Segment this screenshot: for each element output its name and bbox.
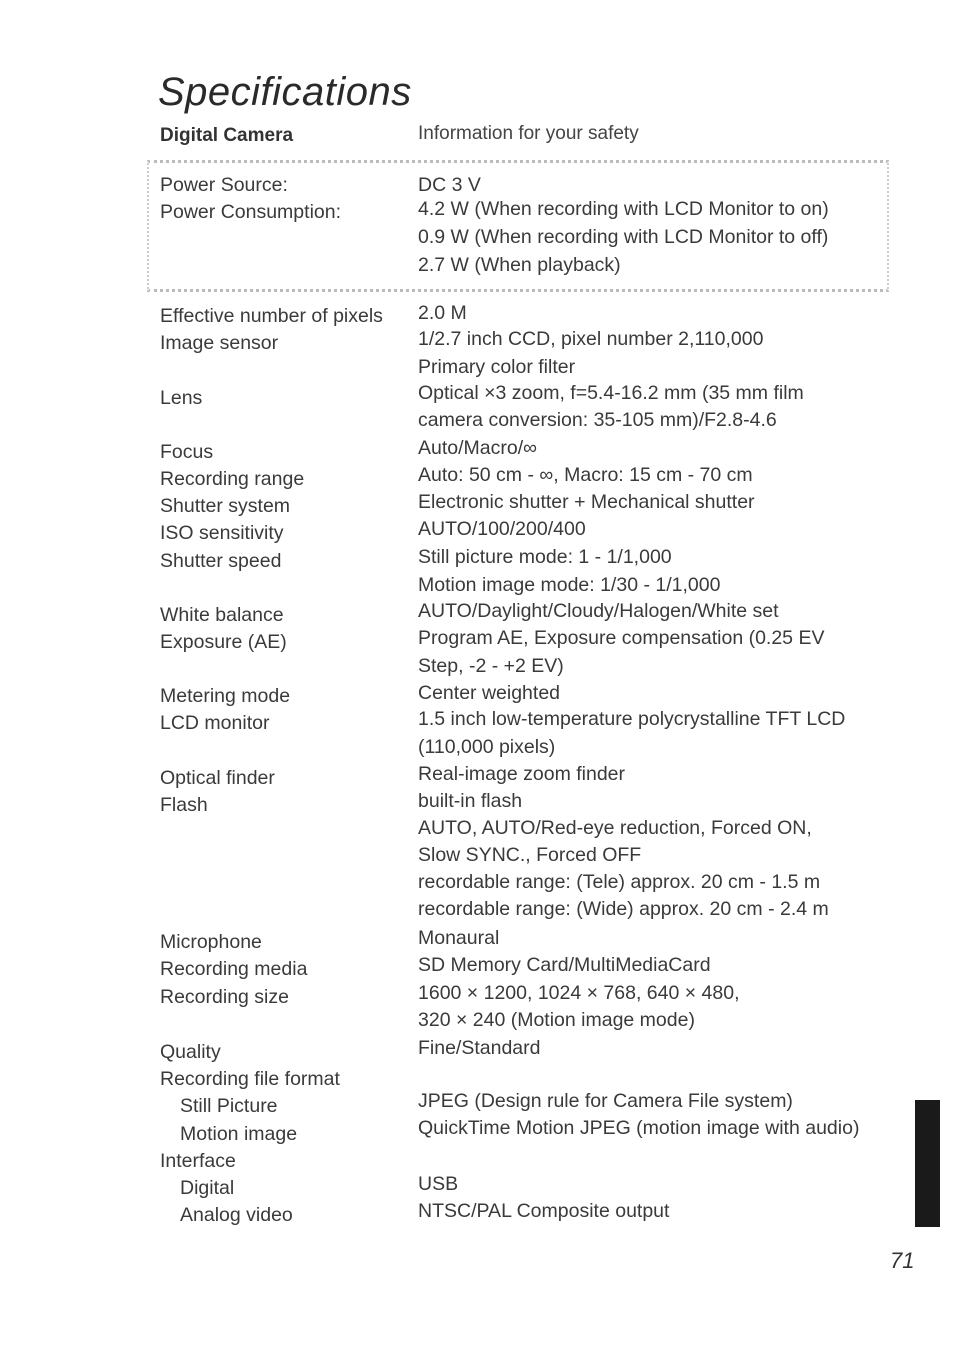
still-picture-value: JPEG (Design rule for Camera File system): [418, 1090, 793, 1112]
microphone-label: Microphone: [160, 931, 262, 953]
lens-value: Optical ×3 zoom, f=5.4-16.2 mm (35 mm film: [418, 382, 804, 404]
optical-finder-value: Real-image zoom finder: [418, 763, 626, 785]
power-consumption-value: 0.9 W (When recording with LCD Monitor to off): [418, 226, 829, 248]
white-balance-label: White balance: [160, 604, 284, 626]
motion-image-value: QuickTime Motion JPEG (motion image with audio): [418, 1117, 860, 1139]
power-consumption-label: Power Consumption:: [160, 201, 342, 223]
page-title: Specifications: [158, 70, 412, 114]
recording-size-label: Recording size: [160, 986, 289, 1008]
flash-value: recordable range: (Wide) approx. 20 cm - 2.4 m: [418, 898, 829, 920]
exposure-value: Step, -2 - +2 EV): [418, 655, 564, 677]
flash-value: recordable range: (Tele) approx. 20 cm - 1.5 m: [418, 871, 821, 893]
image-sensor-value: 1/2.7 inch CCD, pixel number 2,110,000: [418, 328, 764, 350]
interface-label: Interface: [160, 1150, 236, 1172]
recording-media-value: SD Memory Card/MultiMediaCard: [418, 954, 711, 976]
page-number: 71: [890, 1248, 915, 1273]
lcd-monitor-label: LCD monitor: [160, 712, 270, 734]
recording-size-value: 1600 × 1200, 1024 × 768, 640 × 480,: [418, 982, 740, 1004]
iso-value: AUTO/100/200/400: [418, 518, 586, 540]
digital-label: Digital: [180, 1177, 235, 1199]
lcd-monitor-value: (110,000 pixels): [418, 736, 556, 758]
section-tab-marker: [915, 1100, 940, 1227]
image-sensor-label: Image sensor: [160, 332, 279, 354]
microphone-value: Monaural: [418, 927, 500, 949]
still-picture-label: Still Picture: [180, 1095, 278, 1117]
analog-video-label: Analog video: [180, 1204, 293, 1226]
power-source-value: DC 3 V: [418, 174, 481, 196]
image-sensor-value: Primary color filter: [418, 356, 576, 378]
shutter-speed-label: Shutter speed: [160, 550, 282, 572]
focus-label: Focus: [160, 441, 214, 463]
recording-size-value: 320 × 240 (Motion image mode): [418, 1009, 695, 1031]
flash-value: built-in flash: [418, 790, 523, 812]
recording-range-value: Auto: 50 cm - ∞, Macro: 15 cm - 70 cm: [418, 464, 753, 486]
power-source-label: Power Source:: [160, 174, 288, 196]
quality-label: Quality: [160, 1041, 221, 1063]
safety-heading: Information for your safety: [418, 123, 639, 144]
optical-finder-label: Optical finder: [160, 767, 275, 789]
recording-range-label: Recording range: [160, 468, 305, 490]
lcd-monitor-value: 1.5 inch low-temperature polycrystalline TFT LCD: [418, 708, 846, 730]
lens-label: Lens: [160, 387, 203, 409]
exposure-label: Exposure (AE): [160, 631, 287, 653]
section-title: Digital Camera: [160, 125, 294, 146]
effective-pixels-label: Effective number of pixels: [160, 305, 383, 327]
motion-image-label: Motion image: [180, 1123, 298, 1145]
power-consumption-value: 2.7 W (When playback): [418, 254, 621, 276]
exposure-value: Program AE, Exposure compensation (0.25 EV: [418, 627, 825, 649]
recording-media-label: Recording media: [160, 958, 308, 980]
file-format-label: Recording file format: [160, 1068, 340, 1090]
focus-value: Auto/Macro/∞: [418, 437, 538, 459]
shutter-speed-value: Still picture mode: 1 - 1/1,000: [418, 546, 672, 568]
lens-value: camera conversion: 35-105 mm)/F2.8-4.6: [418, 409, 777, 431]
power-consumption-value: 4.2 W (When recording with LCD Monitor to on): [418, 198, 829, 220]
metering-label: Metering mode: [160, 685, 291, 707]
shutter-system-label: Shutter system: [160, 495, 291, 517]
shutter-speed-value: Motion image mode: 1/30 - 1/1,000: [418, 574, 721, 596]
digital-value: USB: [418, 1173, 459, 1195]
shutter-system-value: Electronic shutter + Mechanical shutter: [418, 491, 755, 513]
iso-label: ISO sensitivity: [160, 522, 284, 544]
effective-pixels-value: 2.0 M: [418, 302, 467, 324]
flash-value: AUTO, AUTO/Red-eye reduction, Forced ON,: [418, 817, 812, 839]
flash-value: Slow SYNC., Forced OFF: [418, 844, 642, 866]
white-balance-value: AUTO/Daylight/Cloudy/Halogen/White set: [418, 600, 779, 622]
metering-value: Center weighted: [418, 682, 561, 704]
quality-value: Fine/Standard: [418, 1037, 541, 1059]
analog-video-value: NTSC/PAL Composite output: [418, 1200, 670, 1222]
flash-label: Flash: [160, 794, 208, 816]
